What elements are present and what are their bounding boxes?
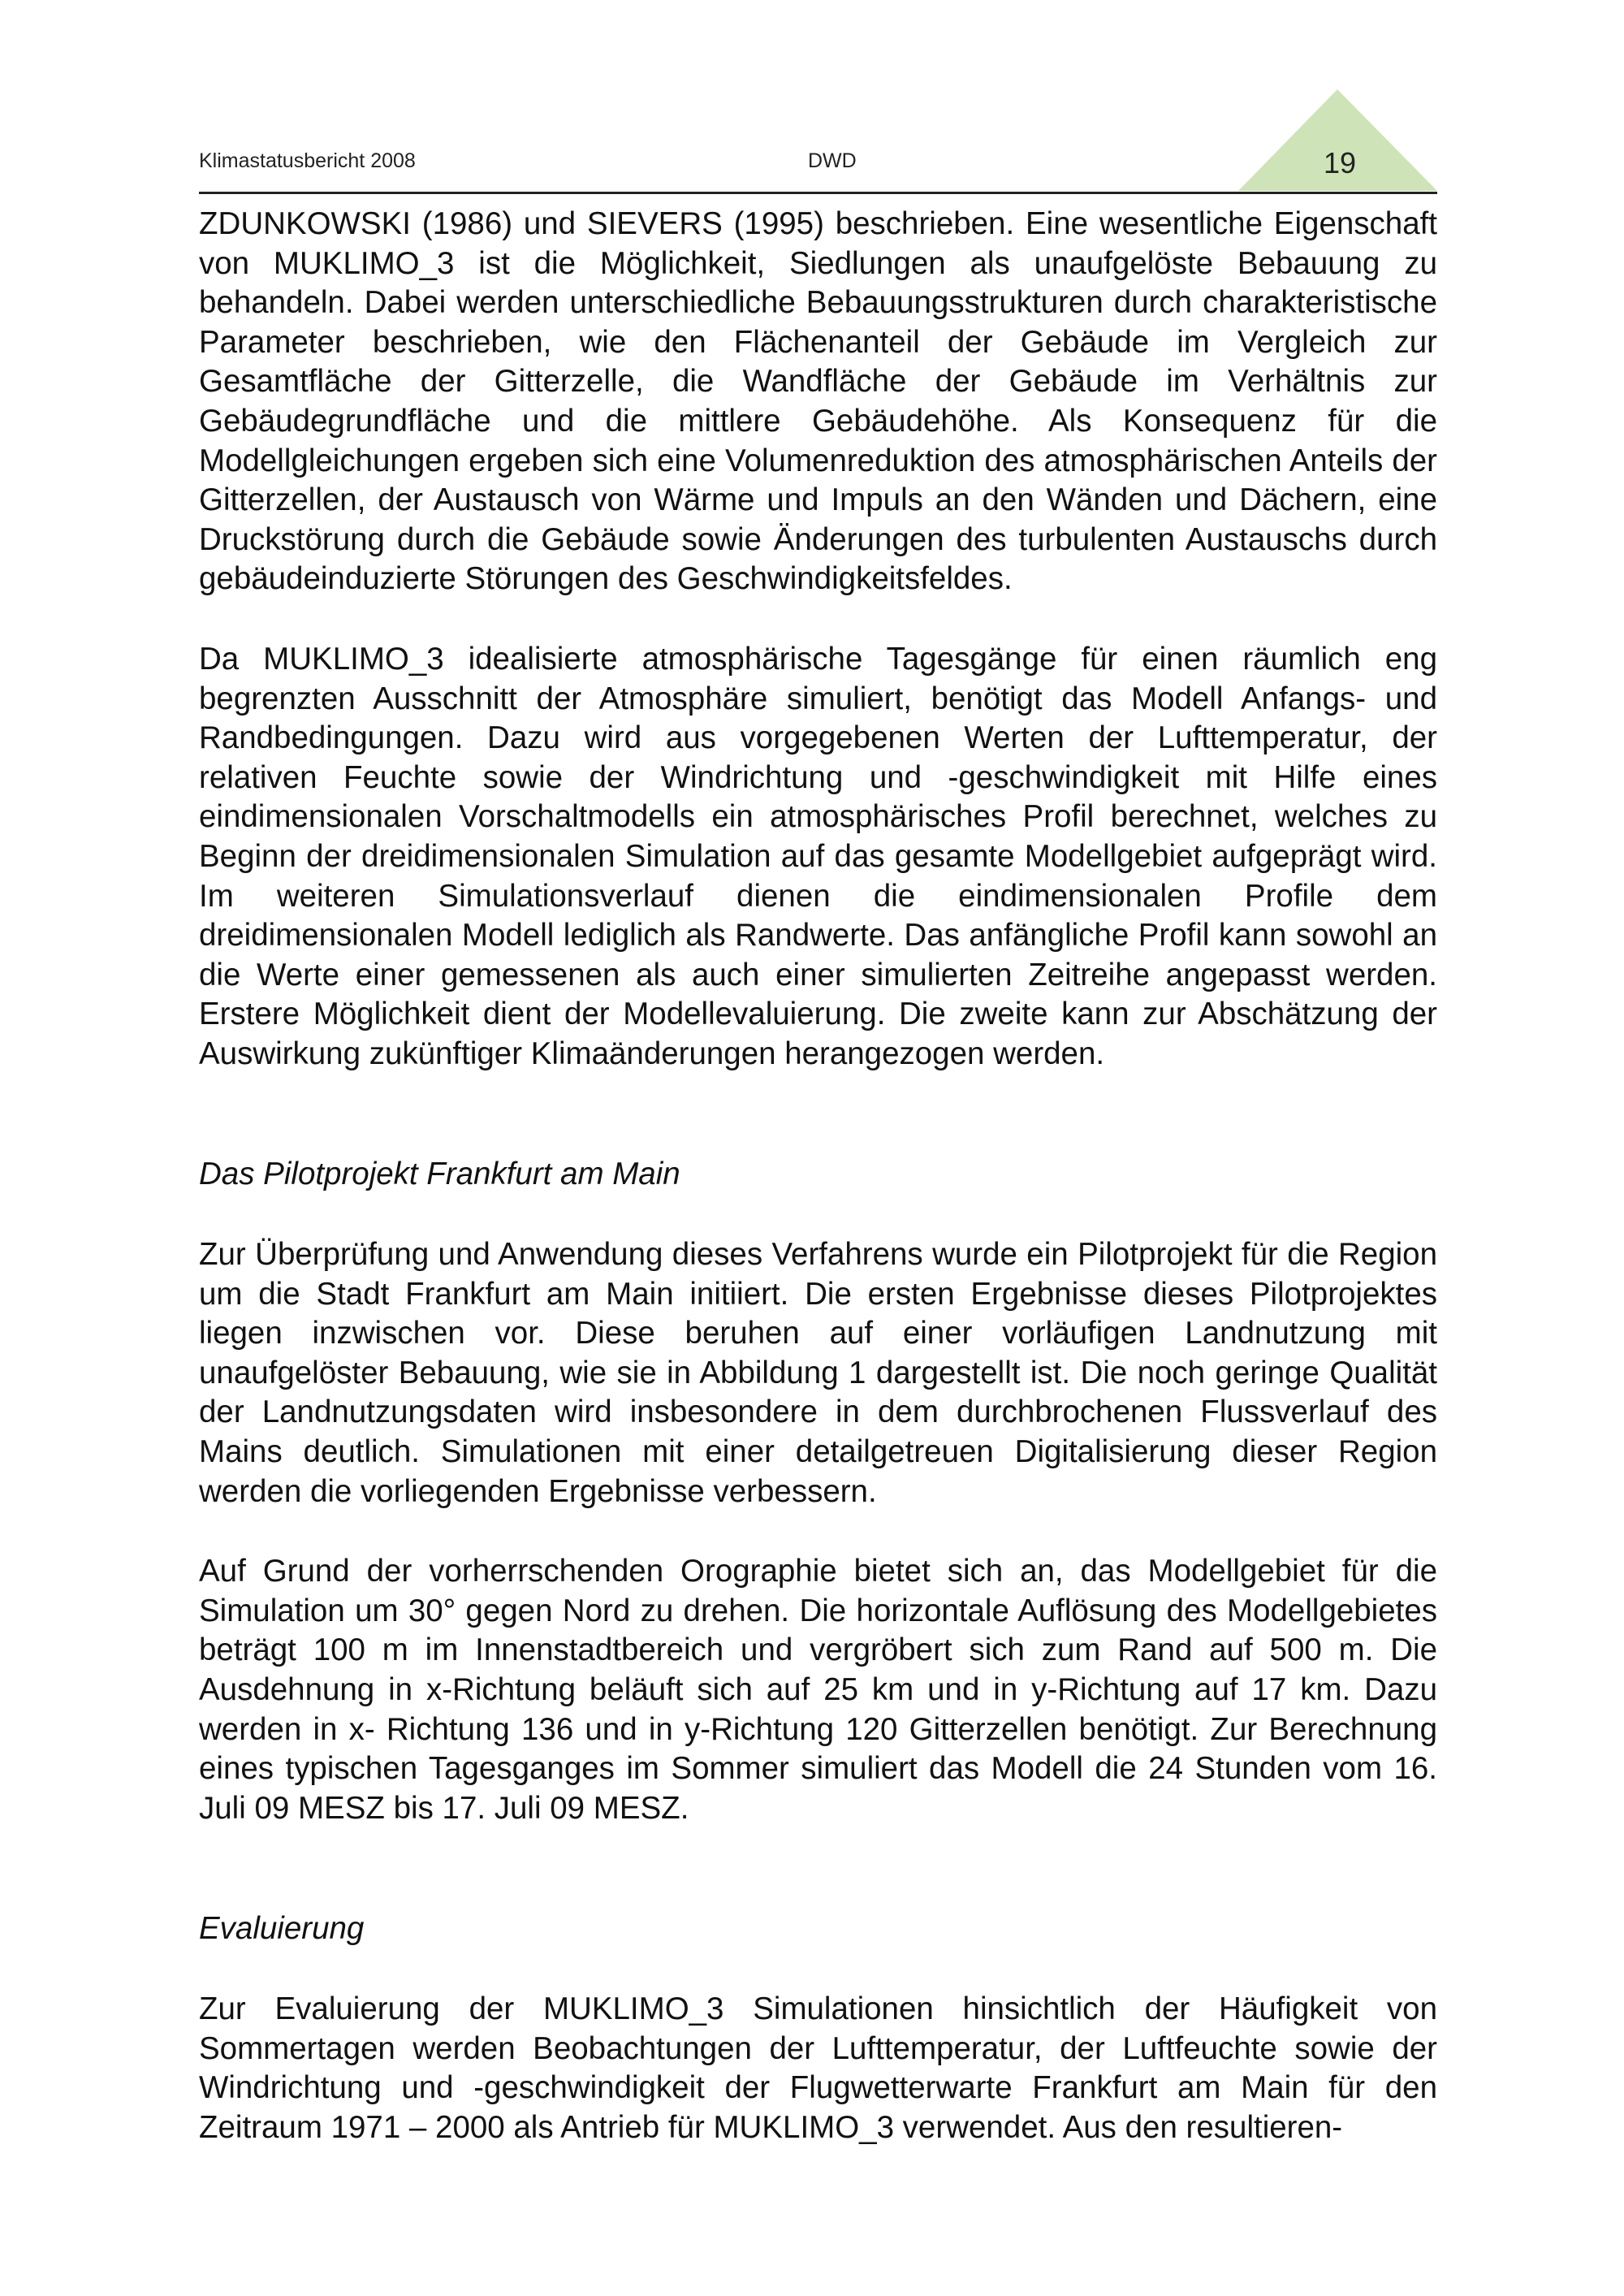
paragraph-boundary-conditions: Da MUKLIMO_3 idealisierte atmosphärische Tagesgänge für einen räumlich eng begrenzten Ausschnitt der Atmosphäre simuliert, benötigt das Modell Anfangs- und Randbedingungen. Dazu wird aus vorgegebenen Werten der Lufttemperatur, der relativen Feuchte sowie der Windrichtung und -geschwindigkeit mit Hilfe eines eindimensionalen Vorschaltmodells ein atmosphärisches Profil berechnet, welches zu Beginn der dreidimensionalen Simulation auf das gesamte Modellgebiet aufgeprägt wird. Im weiteren Simulationsverlauf dienen die eindimensionalen Profile dem dreidimensionalen Modell lediglich als Randwerte. Das anfängliche Profil kann sowohl an die Werte einer gemessenen als auch einer simulierten Zeitreihe angepasst werden. Erstere Möglichkeit dient der Modellevaluierung. Die zweite kann zur Abschätzung der Auswirkung zukünftiger Klimaänderungen herangezogen werden. bbox=[199, 641, 1437, 1071]
page-number: 19 bbox=[1323, 146, 1357, 179]
header-divider bbox=[199, 192, 1437, 194]
report-title: Klimastatusbericht 2008 bbox=[199, 149, 416, 172]
organization-label: DWD bbox=[808, 149, 857, 172]
page-body bbox=[199, 205, 1437, 2147]
paragraph-model-domain: Auf Grund der vorherrschenden Orographie bietet sich an, das Modellgebiet für die Simulation um 30° gegen Nord zu drehen. Die horizontale Auflösung des Modellgebietes beträgt 100 m im Innenstadtbereich und vergröbert sich zum Rand auf 500 m. Die Ausdehnung in x-Richtung beläuft sich auf 25 km und in y-Richtung auf 17 km. Dazu werden in x- Richtung 136 und in y-Richtung 120 Gitterzellen benötigt. Zur Berechnung eines typischen Tagesganges im Sommer simuliert das Modell die 24 Stunden vom 16. Juli 09 MESZ bis 17. Juli 09 MESZ. bbox=[199, 1554, 1437, 1826]
paragraph-evaluation: Zur Evaluierung der MUKLIMO_3 Simulationen hinsichtlich der Häufigkeit von Sommertagen werden Beobachtungen der Lufttemperatur, der Luftfeuchte sowie der Windrichtung und -geschwindigkeit der Flugwetterwarte Frankfurt am Main für den Zeitraum 1971 – 2000 als Antrieb für MUKLIMO_3 verwendet. Aus den resultieren- bbox=[199, 1991, 1437, 2145]
section-heading-pilotprojekt: Das Pilotprojekt Frankfurt am Main bbox=[199, 1157, 680, 1192]
page-header bbox=[199, 89, 1437, 195]
section-heading-evaluierung: Evaluierung bbox=[199, 1911, 365, 1947]
paragraph-muklimo-description: ZDUNKOWSKI (1986) und SIEVERS (1995) beschrieben. Eine wesentliche Eigenschaft von MUKLIMO_3 ist die Möglichkeit, Siedlungen als unaufgelöste Bebauung zu behandeln. Dabei werden unterschiedliche Bebauungsstrukturen durch charakteristische Parameter beschrieben, wie den Flächenanteil der Gebäude im Vergleich zur Gesamtfläche der Gitterzelle, die Wandfläche der Gebäude im Verhältnis zur Gebäudegrundfläche und die mittlere Gebäudehöhe. Als Konsequenz für die Modellgleichungen ergeben sich eine Volumenreduktion des atmosphärischen Anteils der Gitterzellen, der Austausch von Wärme und Impuls an den Wänden und Dächern, eine Druckstörung durch die Gebäude sowie Änderungen des turbulenten Austauschs durch gebäudeinduzierte Störungen des Geschwindigkeitsfeldes. bbox=[199, 206, 1437, 597]
paragraph-pilot-project: Zur Überprüfung und Anwendung dieses Verfahrens wurde ein Pilotprojekt für die Region um die Stadt Frankfurt am Main initiiert. Die ersten Ergebnisse dieses Pilotprojektes liegen inzwischen vor. Diese beruhen auf einer vorläufigen Landnutzung mit unaufgelöster Bebauung, wie sie in Abbildung 1 dargestellt ist. Die noch geringe Qualität der Landnutzungsdaten wird insbesondere in dem durchbrochenen Flussverlauf des Mains deutlich. Simulationen mit einer detailgetreuen Digitalisierung dieser Region werden die vorliegenden Ergebnisse verbessern. bbox=[199, 1237, 1437, 1509]
